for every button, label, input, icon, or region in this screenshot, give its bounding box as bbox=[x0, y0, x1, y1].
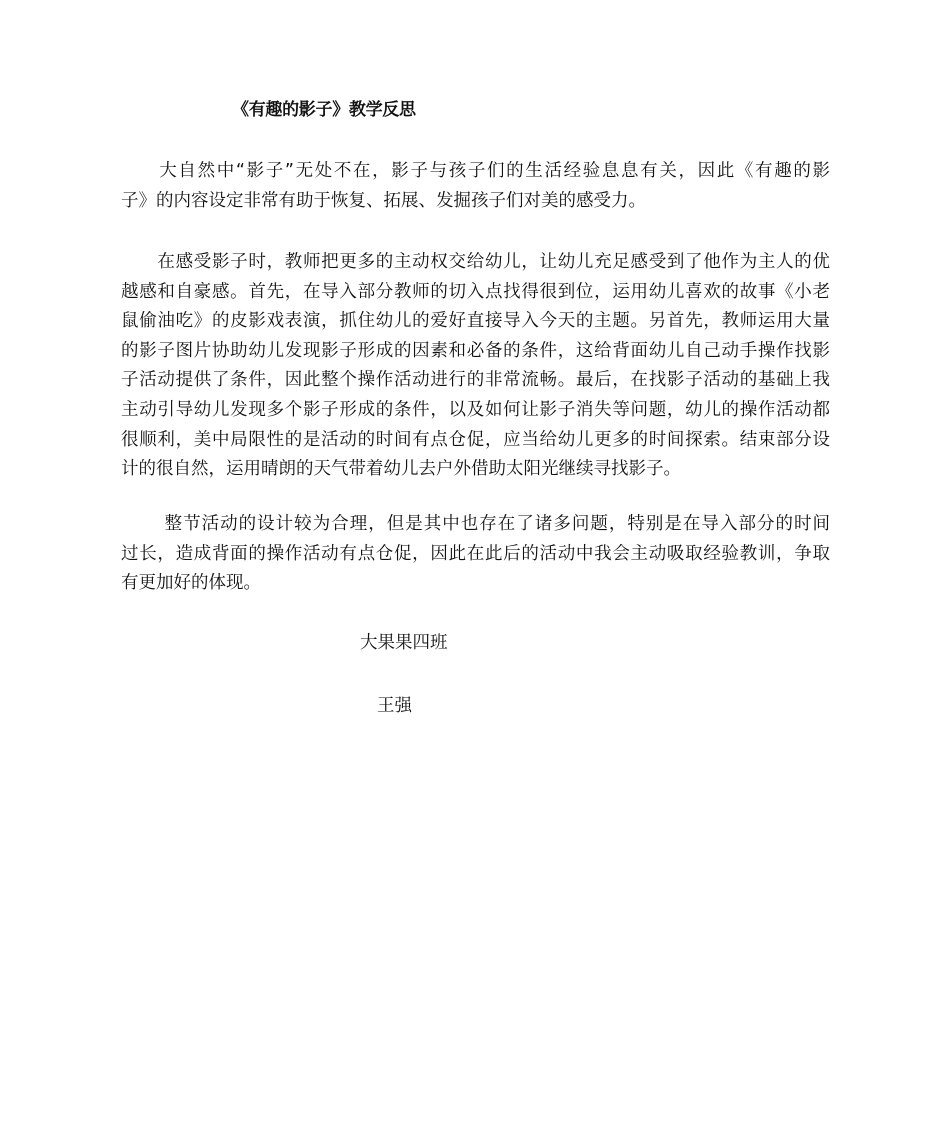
paragraph-intro bbox=[121, 157, 830, 216]
paragraph-line: 的影子图片协助幼儿发现影子形成的因素和必备的条件，这给背面幼儿自己动手操作找影 bbox=[121, 340, 830, 361]
class-name: 大果果四班 bbox=[360, 633, 448, 653]
paragraph-line: 子》的内容设定非常有助于恢复、拓展、发掘孩子们对美的感受力。 bbox=[121, 190, 646, 211]
paragraph-line: 越感和自豪感。首先，在导入部分教师的切入点找得很到位，运用幼儿喜欢的故事《小老 bbox=[121, 281, 830, 302]
author-name: 王强 bbox=[377, 696, 412, 716]
paragraph-line: 子活动提供了条件，因此整个操作活动进行的非常流畅。最后，在找影子活动的基础上我 bbox=[121, 370, 830, 391]
paragraph-line: 在感受影子时，教师把更多的主动权交给幼儿，让幼儿充足感受到了他作为主人的优 bbox=[121, 252, 830, 272]
paragraph-line: 鼠偷油吃》的皮影戏表演，抓住幼儿的爱好直接导入今天的主题。另首先，教师运用大量 bbox=[121, 311, 830, 332]
document-title: 《有趣的影子》教学反思 bbox=[232, 100, 416, 120]
paragraph-line: 很顺利，美中局限性的是活动的时间有点仓促，应当给幼儿更多的时间探索。结束部分设 bbox=[121, 429, 830, 450]
paragraph-line: 计的很自然，运用晴朗的天气带着幼儿去户外借助太阳光继续寻找影子。 bbox=[121, 459, 681, 480]
paragraph-line: 整节活动的设计较为合理，但是其中也存在了诸多问题，特别是在导入部分的时间 bbox=[121, 514, 830, 534]
paragraph-line: 主动引导幼儿发现多个影子形成的条件，以及如何让影子消失等问题，幼儿的操作活动都 bbox=[121, 399, 830, 420]
paragraph-summary bbox=[121, 510, 830, 599]
paragraph-line: 有更加好的体现。 bbox=[121, 573, 261, 594]
paragraph-reflection bbox=[121, 248, 830, 485]
paragraph-line: 大自然中“影子”无处不在，影子与孩子们的生活经验息息有关，因此《有趣的影 bbox=[121, 161, 830, 181]
paragraph-line: 过长，造成背面的操作活动有点仓促，因此在此后的活动中我会主动吸取经验教训，争取 bbox=[121, 543, 830, 564]
